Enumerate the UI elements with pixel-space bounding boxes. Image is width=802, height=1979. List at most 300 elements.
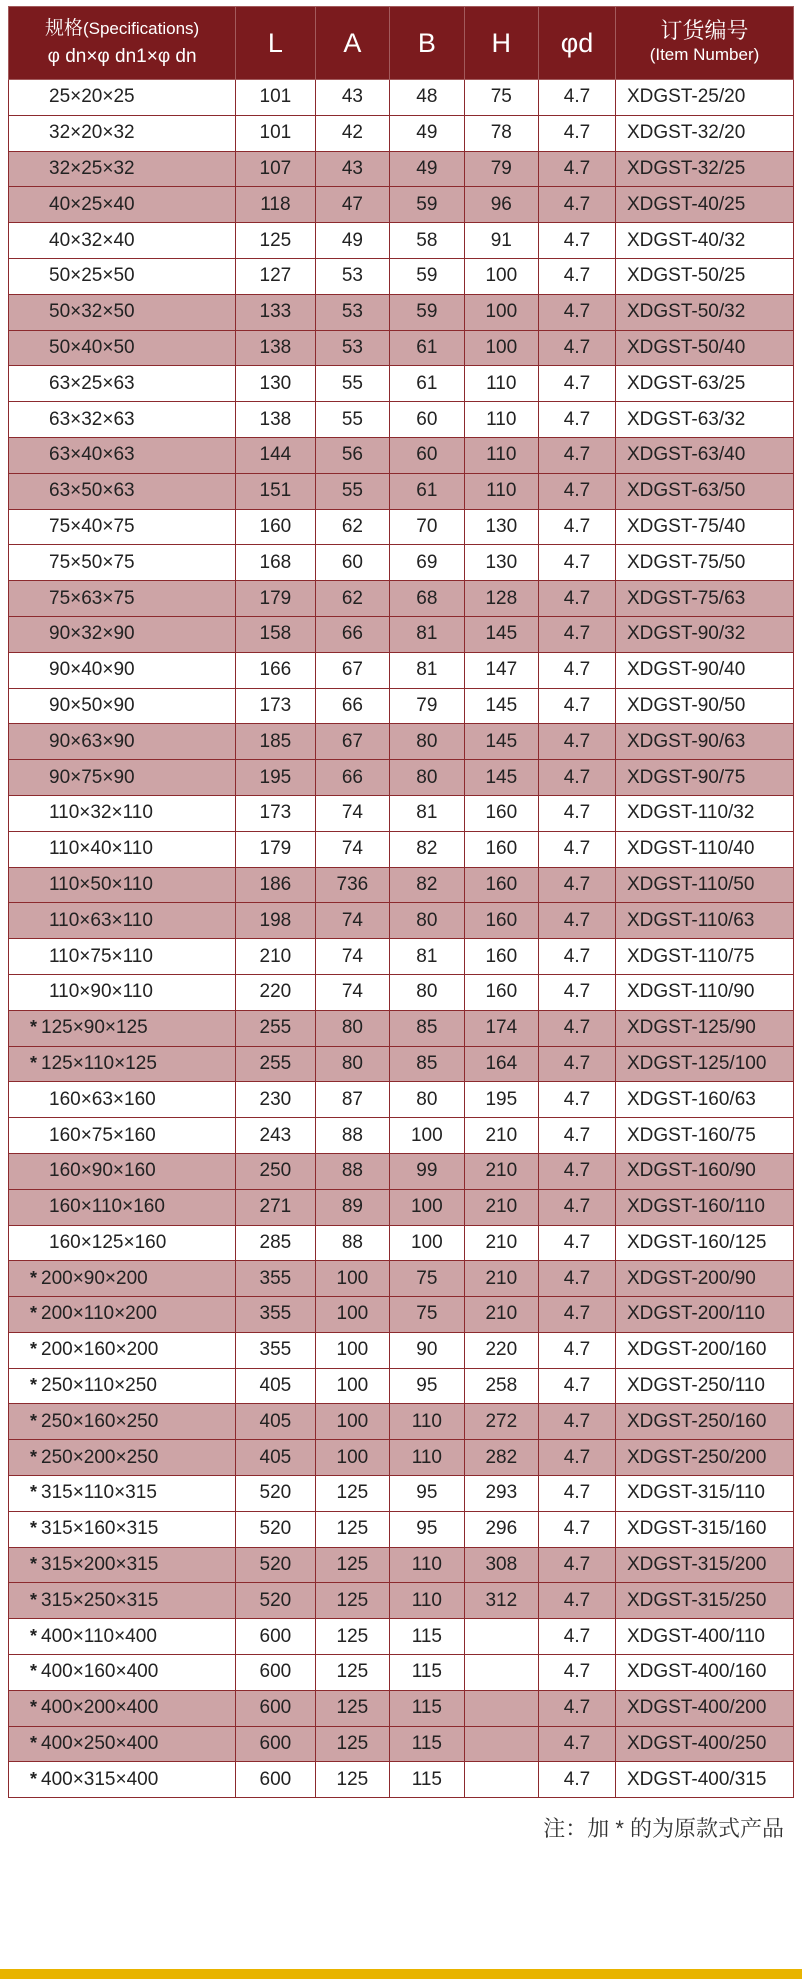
- cell-B: 80: [390, 903, 464, 939]
- original-style-star-icon: *: [29, 1768, 37, 1789]
- cell-A: 47: [315, 187, 389, 223]
- cell-B: 95: [390, 1368, 464, 1404]
- cell-A: 125: [315, 1547, 389, 1583]
- cell-B: 68: [390, 581, 464, 617]
- cell-H: 164: [464, 1046, 538, 1082]
- cell-L: 210: [236, 939, 316, 975]
- cell-phi-d: 4.7: [539, 1583, 616, 1619]
- spec-text: 75×50×75: [49, 551, 135, 573]
- spec-text: 110×90×110: [49, 981, 153, 1003]
- cell-phi-d: 4.7: [539, 223, 616, 259]
- cell-A: 74: [315, 903, 389, 939]
- cell-phi-d: 4.7: [539, 1297, 616, 1333]
- cell-L: 271: [236, 1189, 316, 1225]
- cell-item-number: XDGST-250/200: [616, 1440, 794, 1476]
- cell-spec: [9, 1225, 236, 1261]
- cell-phi-d: 4.7: [539, 652, 616, 688]
- cell-spec: [9, 1440, 236, 1476]
- cell-H: 110: [464, 366, 538, 402]
- spec-text: 400×315×400: [41, 1768, 159, 1790]
- cell-B: 82: [390, 831, 464, 867]
- spec-text: 315×200×315: [41, 1554, 159, 1576]
- cell-item-number: XDGST-400/315: [616, 1762, 794, 1798]
- cell-L: 160: [236, 509, 316, 545]
- table-row: [9, 1046, 794, 1082]
- cell-L: 230: [236, 1082, 316, 1118]
- cell-L: 127: [236, 258, 316, 294]
- cell-B: 49: [390, 115, 464, 151]
- cell-H: 110: [464, 437, 538, 473]
- table-row: [9, 1082, 794, 1118]
- spec-text: 90×50×90: [49, 694, 135, 716]
- bottom-accent-bar: [0, 1969, 802, 1979]
- cell-A: 89: [315, 1189, 389, 1225]
- table-row: [9, 1690, 794, 1726]
- cell-H: 128: [464, 581, 538, 617]
- cell-phi-d: 4.7: [539, 1082, 616, 1118]
- cell-phi-d: 4.7: [539, 831, 616, 867]
- original-style-star-icon: *: [29, 1733, 37, 1754]
- cell-spec: [9, 1297, 236, 1333]
- cell-B: 80: [390, 724, 464, 760]
- table-row: [9, 545, 794, 581]
- cell-spec: [9, 437, 236, 473]
- cell-L: 195: [236, 760, 316, 796]
- cell-H: 100: [464, 330, 538, 366]
- cell-item-number: XDGST-315/160: [616, 1511, 794, 1547]
- cell-phi-d: 4.7: [539, 1762, 616, 1798]
- cell-item-number: XDGST-160/63: [616, 1082, 794, 1118]
- cell-B: 90: [390, 1332, 464, 1368]
- cell-B: 100: [390, 1189, 464, 1225]
- cell-H: 308: [464, 1547, 538, 1583]
- cell-item-number: XDGST-125/90: [616, 1010, 794, 1046]
- original-style-star-icon: *: [29, 1375, 37, 1396]
- cell-spec: [9, 80, 236, 116]
- original-style-star-icon: *: [29, 1661, 37, 1682]
- cell-phi-d: 4.7: [539, 903, 616, 939]
- cell-H: 160: [464, 831, 538, 867]
- cell-phi-d: 4.7: [539, 1153, 616, 1189]
- table-row: [9, 724, 794, 760]
- table-row: [9, 115, 794, 151]
- original-style-star-icon: *: [29, 1303, 37, 1324]
- cell-B: 60: [390, 402, 464, 438]
- cell-L: 166: [236, 652, 316, 688]
- cell-phi-d: 4.7: [539, 867, 616, 903]
- cell-B: 70: [390, 509, 464, 545]
- spec-text: 400×200×400: [41, 1697, 159, 1719]
- cell-B: 61: [390, 473, 464, 509]
- cell-L: 520: [236, 1511, 316, 1547]
- cell-A: 74: [315, 974, 389, 1010]
- cell-phi-d: 4.7: [539, 294, 616, 330]
- table-row: [9, 1655, 794, 1691]
- cell-item-number: XDGST-32/25: [616, 151, 794, 187]
- cell-A: 56: [315, 437, 389, 473]
- cell-L: 198: [236, 903, 316, 939]
- cell-H: [464, 1726, 538, 1762]
- cell-spec: [9, 581, 236, 617]
- cell-B: 115: [390, 1726, 464, 1762]
- cell-phi-d: 4.7: [539, 1010, 616, 1046]
- cell-phi-d: 4.7: [539, 1368, 616, 1404]
- spec-text: 32×20×32: [49, 122, 135, 144]
- cell-item-number: XDGST-50/32: [616, 294, 794, 330]
- cell-A: 43: [315, 151, 389, 187]
- cell-L: 520: [236, 1476, 316, 1512]
- cell-phi-d: 4.7: [539, 115, 616, 151]
- cell-item-number: XDGST-90/50: [616, 688, 794, 724]
- spec-text: 200×90×200: [41, 1267, 148, 1289]
- spec-text: 90×63×90: [49, 730, 135, 752]
- cell-A: 53: [315, 294, 389, 330]
- cell-H: [464, 1655, 538, 1691]
- cell-item-number: XDGST-125/100: [616, 1046, 794, 1082]
- cell-A: 55: [315, 366, 389, 402]
- cell-H: 160: [464, 903, 538, 939]
- cell-A: 53: [315, 258, 389, 294]
- cell-phi-d: 4.7: [539, 545, 616, 581]
- spec-text: 63×25×63: [49, 372, 135, 394]
- cell-A: 125: [315, 1726, 389, 1762]
- cell-L: 138: [236, 330, 316, 366]
- cell-B: 60: [390, 437, 464, 473]
- cell-A: 53: [315, 330, 389, 366]
- header-A: A: [315, 7, 389, 80]
- cell-item-number: XDGST-75/63: [616, 581, 794, 617]
- cell-B: 80: [390, 1082, 464, 1118]
- cell-B: 61: [390, 366, 464, 402]
- cell-spec: [9, 903, 236, 939]
- cell-A: 100: [315, 1332, 389, 1368]
- cell-H: 210: [464, 1189, 538, 1225]
- cell-L: 144: [236, 437, 316, 473]
- cell-B: 110: [390, 1404, 464, 1440]
- cell-item-number: XDGST-110/32: [616, 795, 794, 831]
- cell-A: 125: [315, 1655, 389, 1691]
- cell-B: 95: [390, 1476, 464, 1512]
- spec-text: 25×20×25: [49, 86, 135, 108]
- cell-phi-d: 4.7: [539, 366, 616, 402]
- cell-H: 160: [464, 974, 538, 1010]
- spec-text: 110×75×110: [49, 945, 153, 967]
- header-spec-formula: φ dn×φ dn1×φ dn: [47, 46, 197, 67]
- cell-B: 115: [390, 1690, 464, 1726]
- header-L: L: [236, 7, 316, 80]
- cell-H: 220: [464, 1332, 538, 1368]
- spec-text: 40×32×40: [49, 229, 135, 251]
- cell-spec: [9, 1762, 236, 1798]
- spec-text: 110×40×110: [49, 838, 153, 860]
- cell-H: 210: [464, 1225, 538, 1261]
- cell-item-number: XDGST-110/63: [616, 903, 794, 939]
- cell-H: 145: [464, 616, 538, 652]
- cell-H: 147: [464, 652, 538, 688]
- cell-phi-d: 4.7: [539, 724, 616, 760]
- table-row: [9, 1153, 794, 1189]
- table-row: [9, 402, 794, 438]
- table-row: [9, 151, 794, 187]
- cell-spec: [9, 1010, 236, 1046]
- cell-L: 151: [236, 473, 316, 509]
- original-style-star-icon: *: [29, 1697, 37, 1718]
- cell-A: 80: [315, 1046, 389, 1082]
- cell-H: 312: [464, 1583, 538, 1619]
- cell-spec: [9, 1619, 236, 1655]
- table-row: [9, 80, 794, 116]
- cell-item-number: XDGST-63/32: [616, 402, 794, 438]
- cell-phi-d: 4.7: [539, 795, 616, 831]
- cell-H: 110: [464, 402, 538, 438]
- spec-text: 315×250×315: [41, 1589, 159, 1611]
- original-style-star-icon: *: [29, 1052, 37, 1073]
- cell-spec: [9, 187, 236, 223]
- cell-A: 125: [315, 1583, 389, 1619]
- table-row: [9, 974, 794, 1010]
- spec-text: 125×110×125: [41, 1052, 157, 1074]
- cell-H: 210: [464, 1118, 538, 1154]
- cell-A: 55: [315, 473, 389, 509]
- cell-A: 125: [315, 1476, 389, 1512]
- cell-spec: [9, 1726, 236, 1762]
- cell-spec: [9, 258, 236, 294]
- cell-B: 81: [390, 795, 464, 831]
- spec-text: 400×160×400: [41, 1661, 159, 1683]
- cell-spec: [9, 724, 236, 760]
- cell-H: 160: [464, 795, 538, 831]
- cell-item-number: XDGST-90/32: [616, 616, 794, 652]
- cell-item-number: XDGST-315/250: [616, 1583, 794, 1619]
- cell-H: 258: [464, 1368, 538, 1404]
- spec-text: 315×160×315: [41, 1518, 159, 1540]
- cell-L: 243: [236, 1118, 316, 1154]
- cell-spec: [9, 115, 236, 151]
- cell-item-number: XDGST-400/160: [616, 1655, 794, 1691]
- cell-spec: [9, 652, 236, 688]
- cell-L: 520: [236, 1583, 316, 1619]
- spec-text: 315×110×315: [41, 1482, 157, 1504]
- table-row: [9, 223, 794, 259]
- table-row: [9, 366, 794, 402]
- cell-H: 145: [464, 760, 538, 796]
- table-row: [9, 509, 794, 545]
- spec-text: 400×250×400: [41, 1733, 159, 1755]
- cell-spec: [9, 1261, 236, 1297]
- cell-A: 67: [315, 724, 389, 760]
- spec-text: 160×63×160: [49, 1088, 156, 1110]
- original-style-star-icon: *: [29, 1410, 37, 1431]
- original-style-star-icon: *: [29, 1625, 37, 1646]
- spec-text: 160×110×160: [49, 1196, 165, 1218]
- cell-spec: [9, 616, 236, 652]
- cell-B: 110: [390, 1547, 464, 1583]
- cell-phi-d: 4.7: [539, 1225, 616, 1261]
- cell-L: 107: [236, 151, 316, 187]
- cell-L: 179: [236, 581, 316, 617]
- cell-item-number: XDGST-25/20: [616, 80, 794, 116]
- cell-spec: [9, 473, 236, 509]
- cell-spec: [9, 402, 236, 438]
- cell-phi-d: 4.7: [539, 939, 616, 975]
- cell-phi-d: 4.7: [539, 437, 616, 473]
- spec-text: 110×63×110: [49, 909, 153, 931]
- spec-text: 200×160×200: [41, 1339, 159, 1361]
- cell-item-number: XDGST-160/90: [616, 1153, 794, 1189]
- cell-H: 79: [464, 151, 538, 187]
- cell-spec: [9, 1046, 236, 1082]
- spec-text: 50×25×50: [49, 265, 135, 287]
- header-phi-d: φd: [539, 7, 616, 80]
- cell-A: 60: [315, 545, 389, 581]
- cell-L: 250: [236, 1153, 316, 1189]
- cell-B: 115: [390, 1619, 464, 1655]
- cell-B: 49: [390, 151, 464, 187]
- cell-H: 145: [464, 688, 538, 724]
- header-spec-cn: 规格: [44, 18, 83, 39]
- cell-spec: [9, 867, 236, 903]
- cell-phi-d: 4.7: [539, 760, 616, 796]
- spec-text: 400×110×400: [41, 1625, 157, 1647]
- cell-A: 125: [315, 1511, 389, 1547]
- table-row: [9, 1189, 794, 1225]
- cell-B: 75: [390, 1297, 464, 1333]
- cell-L: 185: [236, 724, 316, 760]
- cell-A: 100: [315, 1368, 389, 1404]
- cell-phi-d: 4.7: [539, 151, 616, 187]
- cell-A: 125: [315, 1762, 389, 1798]
- cell-phi-d: 4.7: [539, 1690, 616, 1726]
- table-row: [9, 688, 794, 724]
- cell-item-number: XDGST-75/50: [616, 545, 794, 581]
- cell-L: 101: [236, 115, 316, 151]
- cell-spec: [9, 1118, 236, 1154]
- table-row: [9, 1297, 794, 1333]
- cell-A: 100: [315, 1404, 389, 1440]
- cell-L: 138: [236, 402, 316, 438]
- cell-spec: [9, 795, 236, 831]
- cell-A: 88: [315, 1225, 389, 1261]
- cell-B: 58: [390, 223, 464, 259]
- header-H: H: [464, 7, 538, 80]
- cell-phi-d: 4.7: [539, 258, 616, 294]
- header-specifications: [9, 7, 236, 80]
- cell-item-number: XDGST-200/160: [616, 1332, 794, 1368]
- cell-L: 355: [236, 1261, 316, 1297]
- cell-L: 600: [236, 1655, 316, 1691]
- cell-item-number: XDGST-40/25: [616, 187, 794, 223]
- cell-B: 85: [390, 1046, 464, 1082]
- cell-phi-d: 4.7: [539, 187, 616, 223]
- cell-item-number: XDGST-50/40: [616, 330, 794, 366]
- cell-B: 59: [390, 258, 464, 294]
- cell-A: 55: [315, 402, 389, 438]
- header-order-cn: 订货编号: [660, 18, 749, 43]
- cell-A: 66: [315, 616, 389, 652]
- cell-spec: [9, 760, 236, 796]
- cell-L: 405: [236, 1368, 316, 1404]
- cell-spec: [9, 974, 236, 1010]
- cell-H: [464, 1762, 538, 1798]
- cell-B: 80: [390, 974, 464, 1010]
- table-row: [9, 1404, 794, 1440]
- cell-H: 110: [464, 473, 538, 509]
- cell-H: 272: [464, 1404, 538, 1440]
- cell-phi-d: 4.7: [539, 330, 616, 366]
- cell-L: 600: [236, 1619, 316, 1655]
- cell-item-number: XDGST-400/110: [616, 1619, 794, 1655]
- cell-L: 130: [236, 366, 316, 402]
- cell-phi-d: 4.7: [539, 688, 616, 724]
- cell-H: [464, 1619, 538, 1655]
- cell-spec: [9, 1189, 236, 1225]
- table-row: [9, 1547, 794, 1583]
- table-row: [9, 1511, 794, 1547]
- cell-phi-d: 4.7: [539, 1511, 616, 1547]
- cell-A: 87: [315, 1082, 389, 1118]
- cell-phi-d: 4.7: [539, 1547, 616, 1583]
- table-row: [9, 258, 794, 294]
- cell-L: 173: [236, 688, 316, 724]
- cell-spec: [9, 1511, 236, 1547]
- spec-text: 40×25×40: [49, 193, 135, 215]
- cell-item-number: XDGST-110/50: [616, 867, 794, 903]
- cell-A: 74: [315, 831, 389, 867]
- cell-item-number: XDGST-315/200: [616, 1547, 794, 1583]
- cell-B: 82: [390, 867, 464, 903]
- header-spec-en: (Specifications): [82, 19, 200, 38]
- cell-spec: [9, 1368, 236, 1404]
- cell-item-number: XDGST-90/75: [616, 760, 794, 796]
- table-row: [9, 903, 794, 939]
- cell-B: 115: [390, 1655, 464, 1691]
- cell-B: 81: [390, 939, 464, 975]
- spec-text: 32×25×32: [49, 157, 135, 179]
- header-item-number: [616, 7, 794, 80]
- table-row: [9, 330, 794, 366]
- cell-L: 118: [236, 187, 316, 223]
- cell-phi-d: 4.7: [539, 1118, 616, 1154]
- cell-spec: [9, 1547, 236, 1583]
- spec-text: 50×40×50: [49, 336, 135, 358]
- cell-spec: [9, 223, 236, 259]
- cell-L: 186: [236, 867, 316, 903]
- cell-L: 600: [236, 1762, 316, 1798]
- spec-text: 90×75×90: [49, 766, 135, 788]
- cell-spec: [9, 151, 236, 187]
- table-row: [9, 616, 794, 652]
- cell-item-number: XDGST-160/75: [616, 1118, 794, 1154]
- cell-B: 110: [390, 1583, 464, 1619]
- cell-A: 49: [315, 223, 389, 259]
- cell-item-number: XDGST-63/40: [616, 437, 794, 473]
- spec-text: 160×75×160: [49, 1124, 156, 1146]
- cell-A: 88: [315, 1153, 389, 1189]
- cell-phi-d: 4.7: [539, 1476, 616, 1512]
- cell-item-number: XDGST-32/20: [616, 115, 794, 151]
- cell-spec: [9, 366, 236, 402]
- table-row: [9, 294, 794, 330]
- footnote: 注：加 * 的为原款式产品: [543, 1816, 784, 1841]
- cell-H: 91: [464, 223, 538, 259]
- original-style-star-icon: *: [29, 1518, 37, 1539]
- cell-phi-d: 4.7: [539, 1655, 616, 1691]
- cell-A: 736: [315, 867, 389, 903]
- cell-item-number: XDGST-50/25: [616, 258, 794, 294]
- cell-spec: [9, 1332, 236, 1368]
- cell-A: 100: [315, 1440, 389, 1476]
- cell-A: 74: [315, 939, 389, 975]
